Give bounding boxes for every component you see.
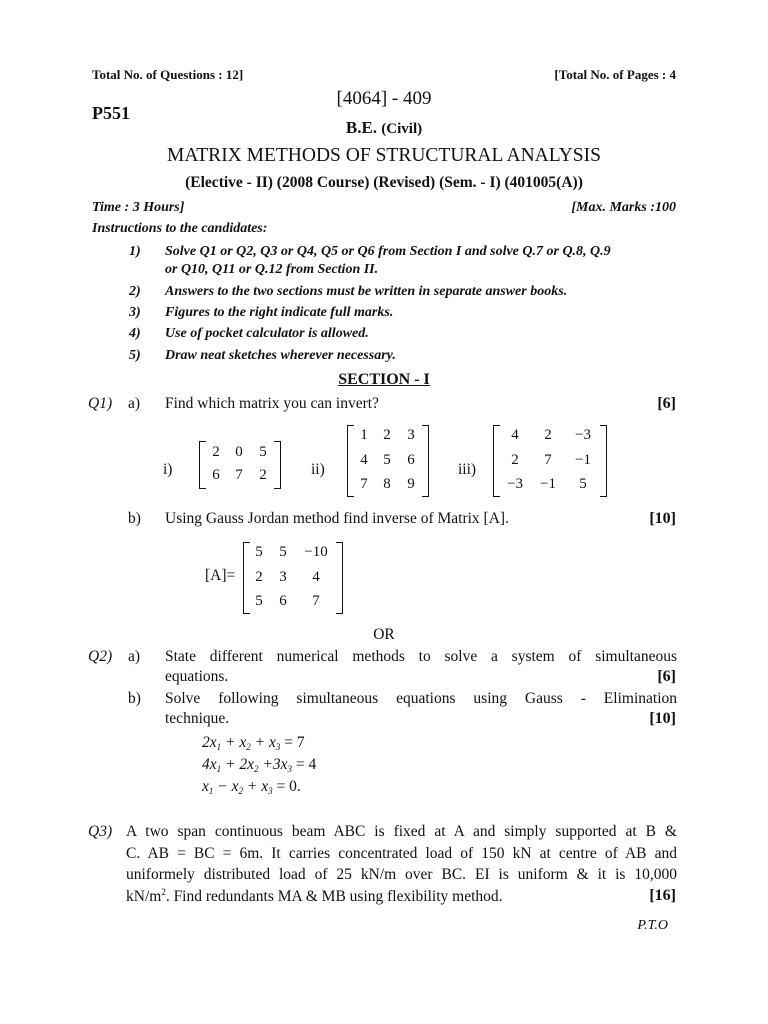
instruction-text: or Q10, Q11 or Q.12 from Section II. bbox=[165, 262, 379, 277]
max-marks: [Max. Marks :100 bbox=[571, 200, 676, 215]
part-label: b) bbox=[128, 510, 141, 527]
section-title: SECTION - I bbox=[338, 371, 430, 388]
subject-title: MATRIX METHODS OF STRUCTURAL ANALYSIS bbox=[167, 145, 601, 166]
course-details: (Elective - II) (2008 Course) (Revised) (Sem. - I) (401005(A)) bbox=[185, 174, 583, 191]
matrix-label: [A]= bbox=[205, 567, 236, 584]
paper-code: P551 bbox=[92, 103, 130, 123]
question-label: Q3) bbox=[88, 823, 113, 840]
part-label: a) bbox=[128, 395, 141, 412]
question-text: Using Gauss Jordan method find inverse of Matrix [A]. bbox=[165, 510, 509, 527]
matrix-cell: 6 bbox=[212, 467, 220, 483]
instruction-text: Use of pocket calculator is allowed. bbox=[165, 326, 369, 341]
or-separator: OR bbox=[373, 626, 395, 643]
right-bracket bbox=[336, 542, 343, 614]
matrix-cell: 2 bbox=[255, 569, 263, 585]
part-label: a) bbox=[128, 648, 141, 665]
matrix-cell: −3 bbox=[507, 476, 523, 492]
total-pages: [Total No. of Pages : 4 bbox=[554, 67, 676, 82]
question-text: technique. bbox=[165, 710, 230, 727]
matrix-cell: 2 bbox=[544, 427, 552, 443]
right-bracket bbox=[422, 425, 429, 497]
matrix-iii bbox=[493, 425, 607, 497]
matrix-cell: 7 bbox=[235, 467, 243, 483]
time-label: Time : 3 Hours] bbox=[92, 200, 185, 215]
matrix-cell: 5 bbox=[279, 544, 287, 560]
matrix-cell: 7 bbox=[360, 476, 368, 492]
matrix-cell: 6 bbox=[279, 593, 287, 609]
question-text: Find which matrix you can invert? bbox=[165, 395, 379, 412]
instruction-number: 5) bbox=[129, 348, 141, 363]
matrix-cell: 7 bbox=[544, 452, 552, 468]
exam-code: [4064] - 409 bbox=[336, 88, 432, 109]
marks: [10] bbox=[649, 710, 676, 727]
matrix-cell: 5 bbox=[383, 452, 391, 468]
instruction-number: 4) bbox=[129, 326, 141, 341]
matrix-cell: 6 bbox=[407, 452, 415, 468]
question-text: C. AB = BC = 6m. It carries concentrated load of 150 kN at centre of AB and bbox=[126, 845, 677, 862]
part-label: b) bbox=[128, 690, 141, 707]
matrix-cell: 4 bbox=[511, 427, 519, 443]
question-text: equations. bbox=[165, 668, 229, 685]
matrix-cell: −1 bbox=[575, 452, 591, 468]
marks: [10] bbox=[649, 510, 676, 527]
question-text: State different numerical methods to solve a system of simultaneous bbox=[165, 648, 677, 665]
matrix-cell: 9 bbox=[407, 476, 415, 492]
matrix-cell: 5 bbox=[259, 444, 267, 460]
matrix-cell: 2 bbox=[511, 452, 519, 468]
matrix-cell: 0 bbox=[235, 444, 243, 460]
matrix-cell: 2 bbox=[212, 444, 220, 460]
matrix-a bbox=[243, 542, 343, 614]
matrix-cell: 7 bbox=[312, 593, 320, 609]
question-label: Q2) bbox=[88, 648, 113, 665]
question-text: $kN/m^2$. Find redundants MA & MB using flexibility method. bbox=[126, 887, 503, 906]
marks: [6] bbox=[657, 668, 676, 685]
right-bracket bbox=[274, 441, 281, 489]
matrix-cell: −1 bbox=[540, 476, 556, 492]
equation: $4x_1 + 2x_2 +3x_3 = 4$ bbox=[202, 756, 317, 774]
matrix-cell: 2 bbox=[259, 467, 267, 483]
matrix-label: iii) bbox=[458, 461, 477, 478]
question-text: uniformely distributed load of 25 kN/m over BC. EI is uniform & it is 10,000 bbox=[126, 866, 677, 883]
matrix-cell: 5 bbox=[255, 593, 263, 609]
matrix-cell: 3 bbox=[279, 569, 287, 585]
matrix-label: ii) bbox=[311, 461, 325, 478]
question-label: Q1) bbox=[88, 395, 113, 412]
matrix-cell: 4 bbox=[312, 569, 320, 585]
right-bracket bbox=[600, 425, 607, 497]
equation: $2x_1 + x_2 + x_3 = 7$ bbox=[202, 734, 305, 752]
matrix-label: i) bbox=[163, 461, 173, 478]
instructions-title: Instructions to the candidates: bbox=[92, 221, 268, 236]
degree-line bbox=[0, 118, 768, 138]
instruction-number: 1) bbox=[129, 244, 141, 259]
instruction-text: Answers to the two sections must be written in separate answer books. bbox=[165, 284, 568, 299]
instruction-text: Solve Q1 or Q2, Q3 or Q4, Q5 or Q6 from Section I and solve Q.7 or Q.8, Q.9 bbox=[165, 244, 611, 259]
matrix-cell: 4 bbox=[360, 452, 368, 468]
instruction-number: 3) bbox=[129, 305, 141, 320]
instruction-text: Figures to the right indicate full marks. bbox=[165, 305, 394, 320]
matrix-cell: 8 bbox=[383, 476, 391, 492]
matrix-cell: 2 bbox=[383, 427, 391, 443]
page-turn-note: P.T.O bbox=[637, 918, 668, 933]
matrix-cell: 5 bbox=[255, 544, 263, 560]
matrix-cell: 5 bbox=[579, 476, 587, 492]
total-questions: Total No. of Questions : 12] bbox=[92, 67, 244, 82]
marks: [6] bbox=[657, 395, 676, 412]
instruction-number: 2) bbox=[129, 284, 141, 299]
equation: $x_1 - x_2 + x_3 = 0$. bbox=[202, 778, 301, 796]
instruction-text: Draw neat sketches wherever necessary. bbox=[165, 348, 396, 363]
question-text: Solve following simultaneous equations using Gauss - Elimination bbox=[165, 690, 677, 707]
branch: (Civil) bbox=[381, 121, 423, 137]
marks: [16] bbox=[649, 887, 676, 904]
matrix-cell: −3 bbox=[575, 427, 591, 443]
matrix-cell: 1 bbox=[360, 427, 368, 443]
matrix-ii bbox=[347, 425, 429, 497]
question-text: A two span continuous beam ABC is fixed at A and simply supported at B & bbox=[126, 823, 677, 840]
matrix-cell: 3 bbox=[407, 427, 415, 443]
degree: B.E. bbox=[345, 118, 378, 137]
matrix-i bbox=[199, 441, 281, 489]
matrix-cell: −10 bbox=[304, 544, 328, 560]
